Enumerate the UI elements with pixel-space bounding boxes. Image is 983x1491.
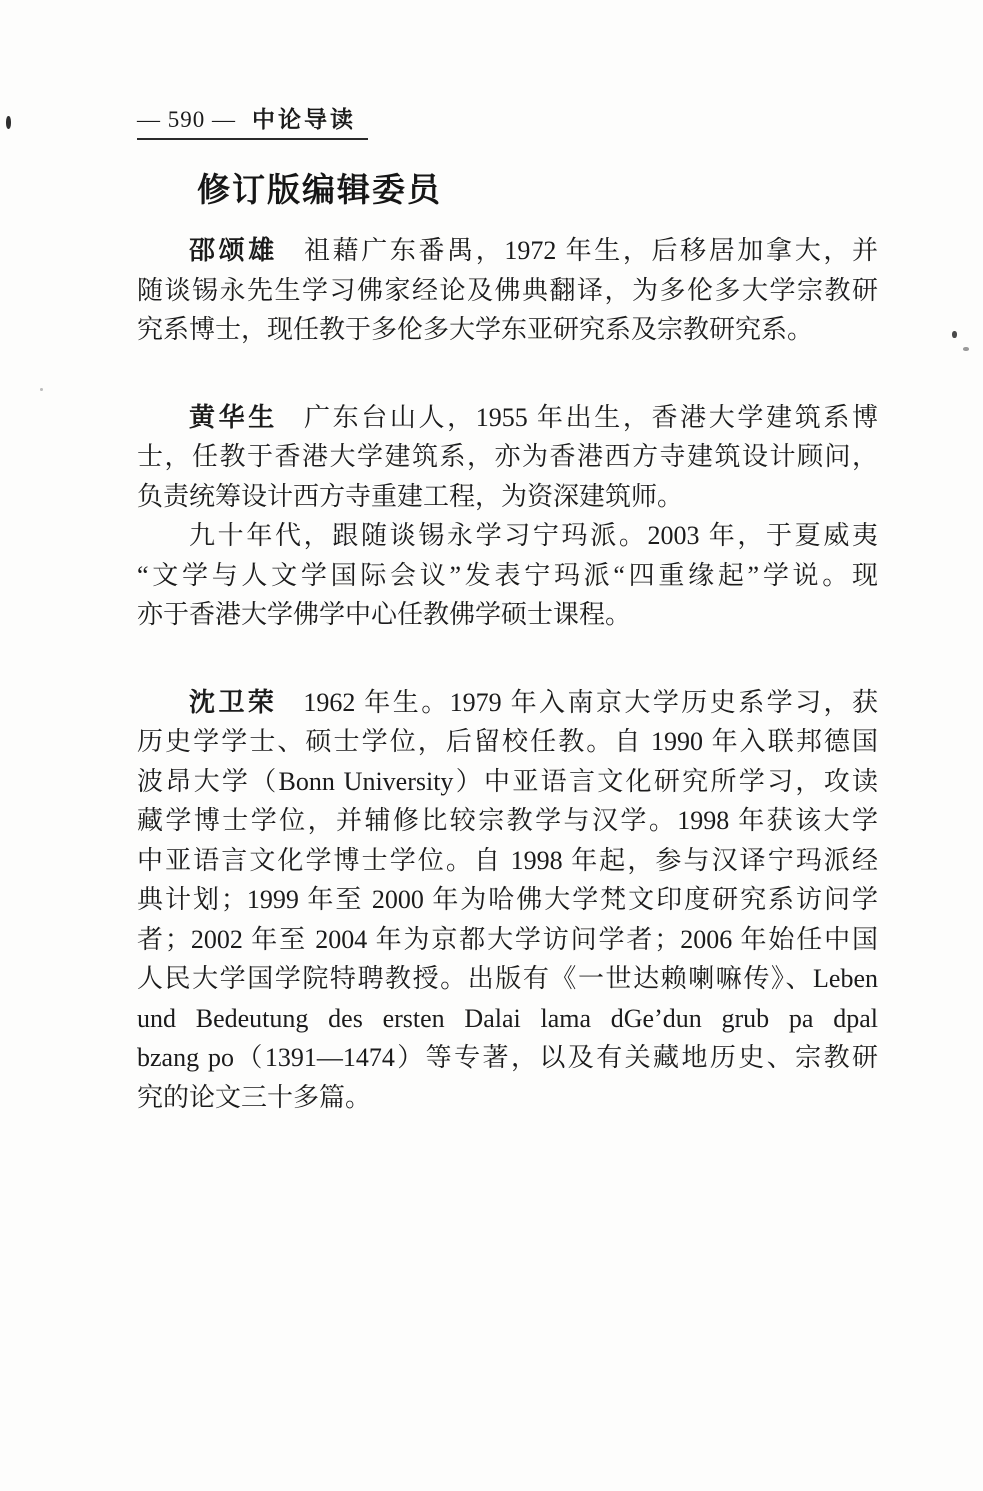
bio1-line3: 究系博士，现任教于多伦多大学东亚研究系及宗教研究系。 <box>137 315 814 344</box>
bio3-line7: 者；2002 年至 2004 年为京都大学访问学者；2006 年始任中国 <box>137 924 878 954</box>
bio3-line11: 究的论文三十多篇。 <box>137 1082 372 1112</box>
bio1-line2: 随谈锡永先生学习佛家经论及佛典翻译，为多伦多大学宗教研 <box>137 275 878 305</box>
bio3-line1 <box>137 683 878 723</box>
bio3-line3: 波昂大学（Bonn University）中亚语言文化研究所学习，攻读 <box>137 766 878 796</box>
bio2-line3: 负责统筹设计西方寺重建工程，为资深建筑师。 <box>137 481 684 511</box>
scan-speck <box>40 388 43 391</box>
scan-speck <box>963 347 969 351</box>
running-head <box>137 104 368 140</box>
bio3-line6: 典计划；1999 年至 2000 年为哈佛大学梵文印度研究系访问学 <box>137 885 878 914</box>
scan-speck <box>952 331 957 338</box>
bio2-name: 黄华生 <box>189 401 278 432</box>
bio3-line2: 历史学学士、硕士学位，后留校任教。自 1990 年入联邦德国 <box>137 727 878 756</box>
page-number: — 590 — <box>137 107 236 132</box>
bio2-para2-line2: “文学与人文学国际会议”发表宁玛派“四重缘起”学说。现 <box>137 560 878 590</box>
bio3-line9: und Bedeutung des ersten Dalai lama dGe’dun grub pa dpal <box>137 1003 878 1033</box>
section-title: 修订版编辑委员 <box>197 171 442 208</box>
bio2-para2-line3: 亦于香港大学佛学中心任教佛学硕士课程。 <box>137 600 632 629</box>
bio3-line5: 中亚语言文化学博士学位。自 1998 年起，参与汉译宁玛派经 <box>137 845 878 875</box>
bio2-para2-line1: 九十年代，跟随谈锡永学习宁玛派。2003 年，于夏威夷 <box>189 521 878 550</box>
bio1-line1 <box>137 231 878 271</box>
body-text <box>137 231 878 1117</box>
bio2-line1 <box>137 398 878 438</box>
bio3-line4: 藏学博士学位，并辅修比较宗教学与汉学。1998 年获该大学 <box>137 806 878 835</box>
bio3-line8: 人民大学国学院特聘教授。出版有《一世达赖喇嘛传》、Leben <box>137 964 878 993</box>
bio3-line10: bzang po（1391—1474）等专著，以及有关藏地历史、宗教研 <box>137 1043 878 1072</box>
running-book-title: 中论导读 <box>252 106 356 132</box>
bio2-line1-text: 广东台山人，1955 年出生，香港大学建筑系博 <box>303 402 878 432</box>
bio1-line1-text: 祖藉广东番禺，1972 年生，后移居加拿大，并 <box>303 236 878 265</box>
bio3-line1-text: 1962 年生。1979 年入南京大学历史系学习，获 <box>303 687 878 717</box>
bio2-line2: 士，任教于香港大学建筑系，亦为香港西方寺建筑设计顾问， <box>137 442 878 471</box>
scan-edge-mark <box>6 116 11 129</box>
bio1-name: 邵颂雄 <box>189 235 278 265</box>
bio3-name: 沈卫荣 <box>189 686 278 717</box>
